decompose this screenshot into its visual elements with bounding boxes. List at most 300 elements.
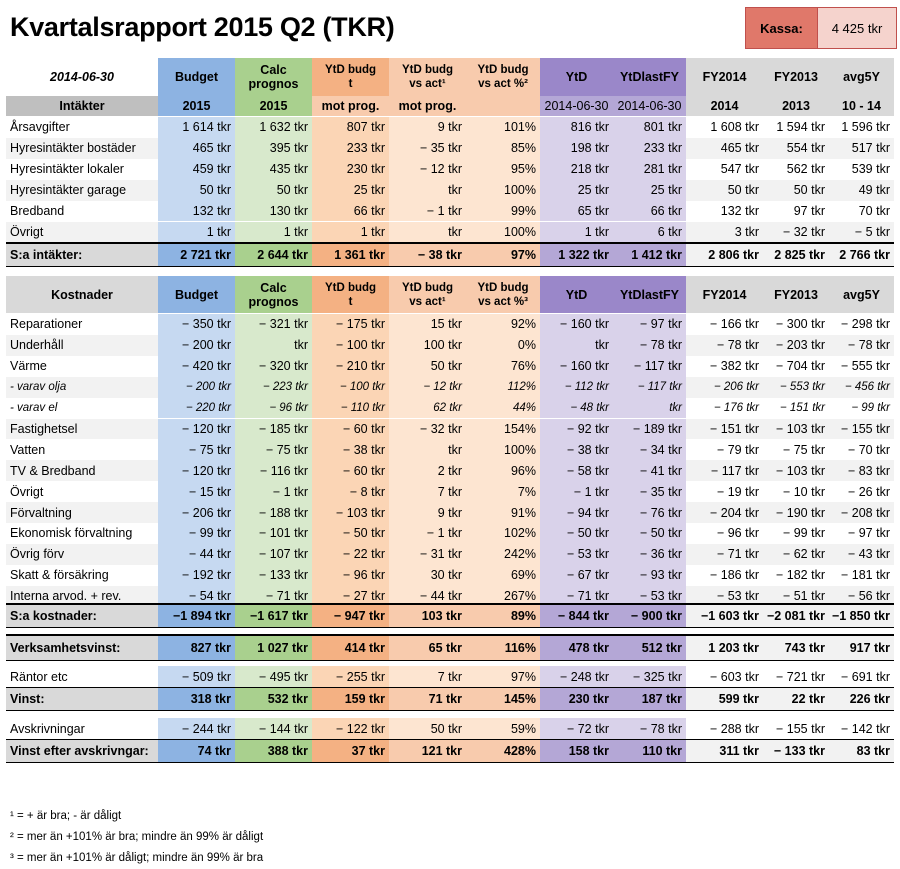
row-label: - varav el xyxy=(6,398,158,419)
column-header: YtD budg vs act %² xyxy=(466,58,540,96)
cell: − 320 tkr xyxy=(235,356,312,377)
cell: − 38 tkr xyxy=(540,439,613,460)
column-header: Budget xyxy=(158,276,235,313)
cell: − 509 tkr xyxy=(158,666,235,687)
cell: − 456 tkr xyxy=(829,377,894,398)
row-label: Vinst efter avskrivngar: xyxy=(6,740,158,762)
cell: − 38 tkr xyxy=(312,439,389,460)
column-header: Calc prognos xyxy=(235,58,312,96)
table-row xyxy=(6,201,894,222)
cell: − 97 tkr xyxy=(613,314,686,335)
cell: − 112 tkr xyxy=(540,377,613,398)
cell: 532 tkr xyxy=(235,688,312,710)
cell: − 255 tkr xyxy=(312,666,389,687)
cell: − 78 tkr xyxy=(613,718,686,739)
cell: − 495 tkr xyxy=(235,666,312,687)
cell: 3 tkr xyxy=(686,222,763,243)
cell: − 133 tkr xyxy=(763,740,829,762)
cell: − 691 tkr xyxy=(829,666,894,687)
column-subheader: 2014-06-30 xyxy=(613,96,686,116)
cell: 59% xyxy=(466,718,540,739)
income-header xyxy=(6,58,894,96)
cell: − 300 tkr xyxy=(763,314,829,335)
cell: tkr xyxy=(389,222,466,243)
row-label: Skatt & försäkring xyxy=(6,565,158,586)
table-row xyxy=(6,138,894,159)
column-header: YtD xyxy=(540,276,613,313)
row-label: Underhåll xyxy=(6,335,158,356)
cell: − 78 tkr xyxy=(686,335,763,356)
column-header: FY2013 xyxy=(763,58,829,96)
cell: − 185 tkr xyxy=(235,419,312,440)
column-header: Budget xyxy=(158,58,235,96)
cell: 158 tkr xyxy=(540,740,613,762)
cell: − 35 tkr xyxy=(613,481,686,502)
column-header: YtDlastFY xyxy=(613,276,686,313)
cell: − 100 tkr xyxy=(312,377,389,398)
cell: − 22 tkr xyxy=(312,544,389,565)
cell: − 117 tkr xyxy=(686,460,763,481)
cell: − 32 tkr xyxy=(763,222,829,243)
cell: − 62 tkr xyxy=(763,544,829,565)
cell: − 79 tkr xyxy=(686,439,763,460)
cell: − 44 tkr xyxy=(389,586,466,607)
cell: − 36 tkr xyxy=(613,544,686,565)
cell: − 44 tkr xyxy=(158,544,235,565)
cell: 101% xyxy=(466,117,540,138)
row-label: Avskrivningar xyxy=(6,718,158,739)
column-subheader: 10 - 14 xyxy=(829,96,894,116)
cell: − 75 tkr xyxy=(158,439,235,460)
cell: 233 tkr xyxy=(312,138,389,159)
cell: −1 617 tkr xyxy=(235,605,312,627)
cell: − 51 tkr xyxy=(763,586,829,607)
cell: − 182 tkr xyxy=(763,565,829,586)
cell: − 160 tkr xyxy=(540,314,613,335)
cell: − 1 tkr xyxy=(389,523,466,544)
cell: 91% xyxy=(466,502,540,523)
column-header: YtD budg vs act¹ xyxy=(389,276,466,313)
cell: − 117 tkr xyxy=(613,377,686,398)
cell: tkr xyxy=(389,180,466,201)
cell: 242% xyxy=(466,544,540,565)
row-label: Räntor etc xyxy=(6,666,158,687)
cell: − 204 tkr xyxy=(686,502,763,523)
cell: − 93 tkr xyxy=(613,565,686,586)
cell: 89% xyxy=(466,605,540,627)
cell: − 48 tkr xyxy=(540,398,613,419)
header-label: 2014-06-30 xyxy=(6,58,158,96)
cell: − 35 tkr xyxy=(389,138,466,159)
cell: − 420 tkr xyxy=(158,356,235,377)
row-label: Övrig förv xyxy=(6,544,158,565)
cell: −1 850 tkr xyxy=(829,605,894,627)
cell: − 96 tkr xyxy=(312,565,389,586)
income-subheader xyxy=(6,96,894,116)
cell: − 12 tkr xyxy=(389,377,466,398)
cell: 85% xyxy=(466,138,540,159)
cell: 230 tkr xyxy=(312,159,389,180)
cell: 37 tkr xyxy=(312,740,389,762)
cell: − 144 tkr xyxy=(235,718,312,739)
cell: − 947 tkr xyxy=(312,605,389,627)
cell: 465 tkr xyxy=(686,138,763,159)
cell: − 208 tkr xyxy=(829,502,894,523)
cell: − 96 tkr xyxy=(235,398,312,419)
cell: − 96 tkr xyxy=(686,523,763,544)
row-label: Övrigt xyxy=(6,481,158,502)
cell: 2 721 tkr xyxy=(158,244,235,266)
cell: 478 tkr xyxy=(540,636,613,660)
cell: 130 tkr xyxy=(235,201,312,222)
cell: − 99 tkr xyxy=(763,523,829,544)
cell: − 12 tkr xyxy=(389,159,466,180)
cell: 539 tkr xyxy=(829,159,894,180)
cell: − 99 tkr xyxy=(158,523,235,544)
cell: 96% xyxy=(466,460,540,481)
section-label: Intäkter xyxy=(6,96,158,116)
footnote: ³ = mer än +101% är dåligt; mindre än 99% är bra xyxy=(10,852,264,864)
row-label: Vatten xyxy=(6,439,158,460)
cell: − 721 tkr xyxy=(763,666,829,687)
cell: − 10 tkr xyxy=(763,481,829,502)
cell: − 1 tkr xyxy=(540,481,613,502)
table-row xyxy=(6,523,894,544)
table-row xyxy=(6,180,894,201)
cell: − 94 tkr xyxy=(540,502,613,523)
cell: tkr xyxy=(613,398,686,419)
row-label: Ekonomisk förvaltning xyxy=(6,523,158,544)
row-label: Hyresintäkter bostäder xyxy=(6,138,158,159)
cell: 25 tkr xyxy=(312,180,389,201)
table-row xyxy=(6,502,894,523)
cell: 1 596 tkr xyxy=(829,117,894,138)
cell: 1 tkr xyxy=(312,222,389,243)
cell: 132 tkr xyxy=(686,201,763,222)
cell: − 101 tkr xyxy=(235,523,312,544)
cell: − 155 tkr xyxy=(763,718,829,739)
table-row xyxy=(6,565,894,586)
cell: − 203 tkr xyxy=(763,335,829,356)
column-subheader: 2015 xyxy=(158,96,235,116)
cell: 50 tkr xyxy=(389,718,466,739)
cell: 7 tkr xyxy=(389,481,466,502)
cell: − 60 tkr xyxy=(312,460,389,481)
cell: 218 tkr xyxy=(540,159,613,180)
cell: 30 tkr xyxy=(389,565,466,586)
cell: 2 825 tkr xyxy=(763,244,829,266)
column-subheader: 2015 xyxy=(235,96,312,116)
cell: 1 361 tkr xyxy=(312,244,389,266)
cell: 159 tkr xyxy=(312,688,389,710)
cell: − 166 tkr xyxy=(686,314,763,335)
cell: 70 tkr xyxy=(829,201,894,222)
kassa-label: Kassa: xyxy=(746,8,818,48)
row-label: Övrigt xyxy=(6,222,158,243)
cell: 49 tkr xyxy=(829,180,894,201)
cell: − 50 tkr xyxy=(613,523,686,544)
cell: − 70 tkr xyxy=(829,439,894,460)
cell: − 54 tkr xyxy=(158,586,235,607)
cell: 100% xyxy=(466,180,540,201)
cell: − 97 tkr xyxy=(829,523,894,544)
table-row xyxy=(6,377,894,398)
cell: 599 tkr xyxy=(686,688,763,710)
cell: − 53 tkr xyxy=(613,586,686,607)
column-header: FY2014 xyxy=(686,58,763,96)
cell: − 188 tkr xyxy=(235,502,312,523)
cell: − 120 tkr xyxy=(158,460,235,481)
cell: 83 tkr xyxy=(829,740,894,762)
table-row xyxy=(6,314,894,335)
table-row xyxy=(6,460,894,481)
cell: − 206 tkr xyxy=(158,502,235,523)
cell: − 92 tkr xyxy=(540,419,613,440)
cell: − 19 tkr xyxy=(686,481,763,502)
cell: − 107 tkr xyxy=(235,544,312,565)
cell: − 210 tkr xyxy=(312,356,389,377)
cell: 1 tkr xyxy=(158,222,235,243)
cell: − 553 tkr xyxy=(763,377,829,398)
cell: 15 tkr xyxy=(389,314,466,335)
cell: − 186 tkr xyxy=(686,565,763,586)
cell: 233 tkr xyxy=(613,138,686,159)
table-row xyxy=(6,117,894,138)
row-label: Bredband xyxy=(6,201,158,222)
cell: 459 tkr xyxy=(158,159,235,180)
cell: − 27 tkr xyxy=(312,586,389,607)
cell: − 103 tkr xyxy=(763,419,829,440)
cell: − 110 tkr xyxy=(312,398,389,419)
footnote: ¹ = + är bra; - är dåligt xyxy=(10,810,122,822)
cell: 435 tkr xyxy=(235,159,312,180)
column-subheader: 2014 xyxy=(686,96,763,116)
cell: − 34 tkr xyxy=(613,439,686,460)
cell: − 223 tkr xyxy=(235,377,312,398)
verksamhetsvinst-row xyxy=(6,634,894,661)
cell: − 176 tkr xyxy=(686,398,763,419)
cell: − 41 tkr xyxy=(613,460,686,481)
vinst-row xyxy=(6,687,894,711)
cell: − 53 tkr xyxy=(686,586,763,607)
cell: − 350 tkr xyxy=(158,314,235,335)
cell: − 58 tkr xyxy=(540,460,613,481)
column-header: YtD budg t xyxy=(312,276,389,313)
column-header: FY2014 xyxy=(686,276,763,313)
cell: 267% xyxy=(466,586,540,607)
footnotes xyxy=(10,806,263,869)
cell: − 325 tkr xyxy=(613,666,686,687)
table-row xyxy=(6,439,894,460)
cell: 100 tkr xyxy=(389,335,466,356)
cell: 0% xyxy=(466,335,540,356)
cell: 807 tkr xyxy=(312,117,389,138)
cell: 97% xyxy=(466,666,540,687)
cell: 50 tkr xyxy=(389,356,466,377)
row-label: Årsavgifter xyxy=(6,117,158,138)
cell: 187 tkr xyxy=(613,688,686,710)
cell: − 78 tkr xyxy=(613,335,686,356)
row-label: S:a intäkter: xyxy=(6,244,158,266)
header-label: Kostnader xyxy=(6,276,158,313)
cell: 62 tkr xyxy=(389,398,466,419)
cell: 816 tkr xyxy=(540,117,613,138)
cell: 2 tkr xyxy=(389,460,466,481)
cell: − 8 tkr xyxy=(312,481,389,502)
cell: 132 tkr xyxy=(158,201,235,222)
cell: − 75 tkr xyxy=(763,439,829,460)
row-label: TV & Bredband xyxy=(6,460,158,481)
cell: 414 tkr xyxy=(312,636,389,660)
cost-total-row xyxy=(6,603,894,628)
cell: 102% xyxy=(466,523,540,544)
cell: − 26 tkr xyxy=(829,481,894,502)
table-row xyxy=(6,356,894,377)
cell: − 160 tkr xyxy=(540,356,613,377)
row-label: Verksamhetsvinst: xyxy=(6,636,158,660)
cell: 9 tkr xyxy=(389,502,466,523)
row-label: Fastighetsel xyxy=(6,419,158,440)
row-label: Interna arvod. + rev. xyxy=(6,586,158,607)
cell: 827 tkr xyxy=(158,636,235,660)
cell: 6 tkr xyxy=(613,222,686,243)
cell: 318 tkr xyxy=(158,688,235,710)
cell: 9 tkr xyxy=(389,117,466,138)
cell: 76% xyxy=(466,356,540,377)
cell: − 38 tkr xyxy=(389,244,466,266)
cell: 66 tkr xyxy=(613,201,686,222)
cell: tkr xyxy=(540,335,613,356)
cell: 66 tkr xyxy=(312,201,389,222)
cell: − 151 tkr xyxy=(686,419,763,440)
cell: 100% xyxy=(466,439,540,460)
cell: − 71 tkr xyxy=(686,544,763,565)
column-header: YtDlastFY xyxy=(613,58,686,96)
cell: 395 tkr xyxy=(235,138,312,159)
column-header: YtD budg vs act %³ xyxy=(466,276,540,313)
cell: tkr xyxy=(389,439,466,460)
column-subheader: 2013 xyxy=(763,96,829,116)
cell: − 248 tkr xyxy=(540,666,613,687)
cell: 44% xyxy=(466,398,540,419)
row-label: - varav olja xyxy=(6,377,158,398)
kassa-value: 4 425 tkr xyxy=(818,8,896,48)
cell: − 844 tkr xyxy=(540,605,613,627)
cell: − 200 tkr xyxy=(158,377,235,398)
vinst-efter-row xyxy=(6,739,894,763)
page-title: Kvartalsrapport 2015 Q2 (TKR) xyxy=(10,12,395,42)
table-row xyxy=(6,419,894,440)
cell: − 189 tkr xyxy=(613,419,686,440)
table-row xyxy=(6,544,894,565)
cell: −2 081 tkr xyxy=(763,605,829,627)
column-header: YtD budg vs act¹ xyxy=(389,58,466,96)
cell: − 298 tkr xyxy=(829,314,894,335)
cell: − 83 tkr xyxy=(829,460,894,481)
cell: − 192 tkr xyxy=(158,565,235,586)
cell: 50 tkr xyxy=(235,180,312,201)
income-total-row xyxy=(6,242,894,267)
cell: 7% xyxy=(466,481,540,502)
cell: 917 tkr xyxy=(829,636,894,660)
column-subheader: mot prog. xyxy=(312,96,389,116)
cell: − 120 tkr xyxy=(158,419,235,440)
cell: − 603 tkr xyxy=(686,666,763,687)
cell: 547 tkr xyxy=(686,159,763,180)
cell: 7 tkr xyxy=(389,666,466,687)
cell: − 288 tkr xyxy=(686,718,763,739)
cell: − 206 tkr xyxy=(686,377,763,398)
cell: 1 594 tkr xyxy=(763,117,829,138)
cell: 121 tkr xyxy=(389,740,466,762)
table-row xyxy=(6,335,894,356)
cell: − 103 tkr xyxy=(312,502,389,523)
cell: 97 tkr xyxy=(763,201,829,222)
cell: − 75 tkr xyxy=(235,439,312,460)
cell: − 181 tkr xyxy=(829,565,894,586)
cell: − 43 tkr xyxy=(829,544,894,565)
cell: − 1 tkr xyxy=(235,481,312,502)
column-subheader: mot prog. xyxy=(389,96,466,116)
row-label: Hyresintäkter lokaler xyxy=(6,159,158,180)
cell: − 50 tkr xyxy=(540,523,613,544)
row-label: Vinst: xyxy=(6,688,158,710)
cell: 100% xyxy=(466,222,540,243)
cell: − 60 tkr xyxy=(312,419,389,440)
cell: 1 203 tkr xyxy=(686,636,763,660)
table-row xyxy=(6,398,894,419)
cell: − 56 tkr xyxy=(829,586,894,607)
rantor-row xyxy=(6,666,894,687)
row-label: Förvaltning xyxy=(6,502,158,523)
cell: − 244 tkr xyxy=(158,718,235,739)
cell: 517 tkr xyxy=(829,138,894,159)
cell: − 122 tkr xyxy=(312,718,389,739)
cell: − 53 tkr xyxy=(540,544,613,565)
row-label: Reparationer xyxy=(6,314,158,335)
cell: − 15 tkr xyxy=(158,481,235,502)
cell: − 151 tkr xyxy=(763,398,829,419)
cell: 1 614 tkr xyxy=(158,117,235,138)
cell: 71 tkr xyxy=(389,688,466,710)
cell: 92% xyxy=(466,314,540,335)
cell: tkr xyxy=(235,335,312,356)
row-label: Hyresintäkter garage xyxy=(6,180,158,201)
column-header: avg5Y xyxy=(829,58,894,96)
column-header: FY2013 xyxy=(763,276,829,313)
cell: − 117 tkr xyxy=(613,356,686,377)
cell: − 32 tkr xyxy=(389,419,466,440)
cell: − 175 tkr xyxy=(312,314,389,335)
cell: − 900 tkr xyxy=(613,605,686,627)
cell: 97% xyxy=(466,244,540,266)
cell: 95% xyxy=(466,159,540,180)
cell: − 71 tkr xyxy=(235,586,312,607)
cell: 465 tkr xyxy=(158,138,235,159)
cell: − 103 tkr xyxy=(763,460,829,481)
cell: 1 027 tkr xyxy=(235,636,312,660)
cell: −1 894 tkr xyxy=(158,605,235,627)
cell: − 71 tkr xyxy=(540,586,613,607)
column-header: YtD budg t xyxy=(312,58,389,96)
column-subheader xyxy=(466,96,540,116)
cell: 145% xyxy=(466,688,540,710)
column-header: YtD xyxy=(540,58,613,96)
cell: − 200 tkr xyxy=(158,335,235,356)
cell: − 382 tkr xyxy=(686,356,763,377)
cell: 110 tkr xyxy=(613,740,686,762)
cell: − 190 tkr xyxy=(763,502,829,523)
